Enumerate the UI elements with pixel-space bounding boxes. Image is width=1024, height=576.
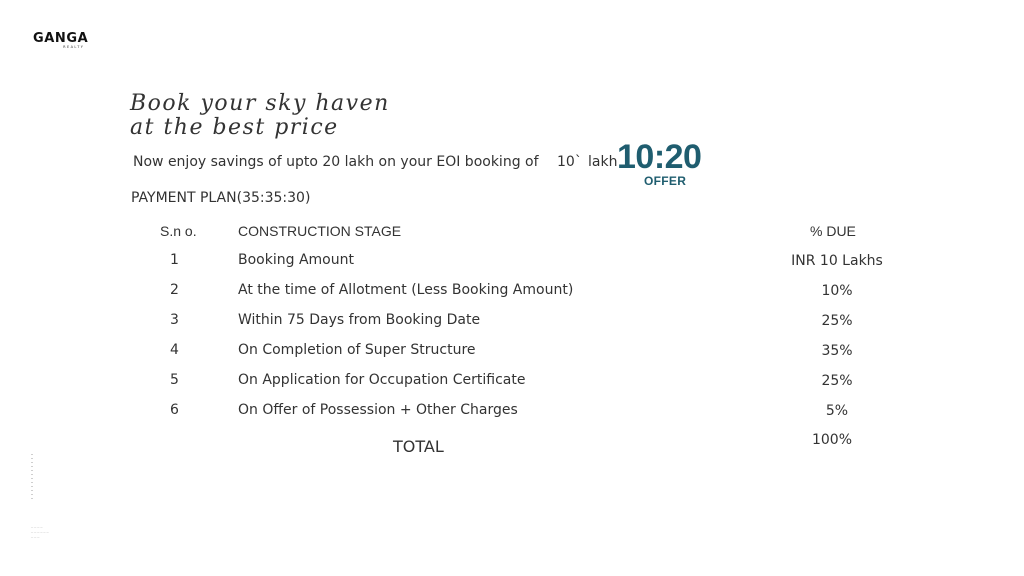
row-stage: At the time of Allotment (Less Booking Amount) — [238, 282, 574, 298]
booking-amount: 10` — [557, 154, 582, 170]
table-row — [0, 402, 1024, 422]
row-sno: 4 — [170, 342, 179, 358]
row-due: 10% — [821, 283, 853, 299]
row-stage: Booking Amount — [238, 252, 354, 268]
row-sno: 3 — [170, 312, 179, 328]
row-sno: 2 — [170, 282, 179, 298]
row-stage: Within 75 Days from Booking Date — [238, 312, 481, 328]
table-row — [0, 372, 1024, 392]
row-due: INR 10 Lakhs — [791, 253, 883, 269]
booking-unit: lakh — [588, 154, 618, 170]
savings-text: Now enjoy savings of upto 20 lakh on your EOI booking of — [133, 154, 539, 170]
header-stage: CONSTRUCTION STAGE — [238, 223, 402, 239]
row-due: 25% — [821, 373, 853, 389]
row-due: 5% — [825, 403, 849, 419]
payment-plan-title: PAYMENT PLAN(35:35:30) — [131, 190, 311, 206]
row-stage: On Completion of Super Structure — [238, 342, 476, 358]
row-due: 35% — [821, 343, 853, 359]
brand-name: GANGA — [33, 31, 89, 46]
decorative-footnote-marks: ──── ────── ─── — [31, 526, 50, 540]
row-sno: 1 — [170, 252, 179, 268]
total-label: TOTAL — [393, 437, 444, 456]
header-due: % DUE — [810, 223, 856, 239]
brand-sub: REALTY — [63, 45, 85, 49]
table-row — [0, 312, 1024, 332]
offer-label: OFFER — [644, 174, 687, 188]
brand-logo — [33, 31, 88, 49]
total-value: 100% — [811, 432, 853, 448]
table-row — [0, 342, 1024, 362]
table-row — [0, 282, 1024, 302]
decorative-vertical-marks — [31, 454, 35, 514]
row-sno: 5 — [170, 372, 179, 388]
table-row — [0, 252, 1024, 272]
offer-number: 10:20 — [617, 138, 702, 176]
row-stage: On Application for Occupation Certificate — [238, 372, 526, 388]
headline-line-1: Book your sky haven — [130, 91, 390, 116]
row-sno: 6 — [170, 402, 179, 418]
row-stage: On Offer of Possession + Other Charges — [238, 402, 518, 418]
headline-line-2: at the best price — [130, 115, 339, 140]
row-due: 25% — [821, 313, 853, 329]
header-sno: S.n o. — [160, 223, 197, 239]
